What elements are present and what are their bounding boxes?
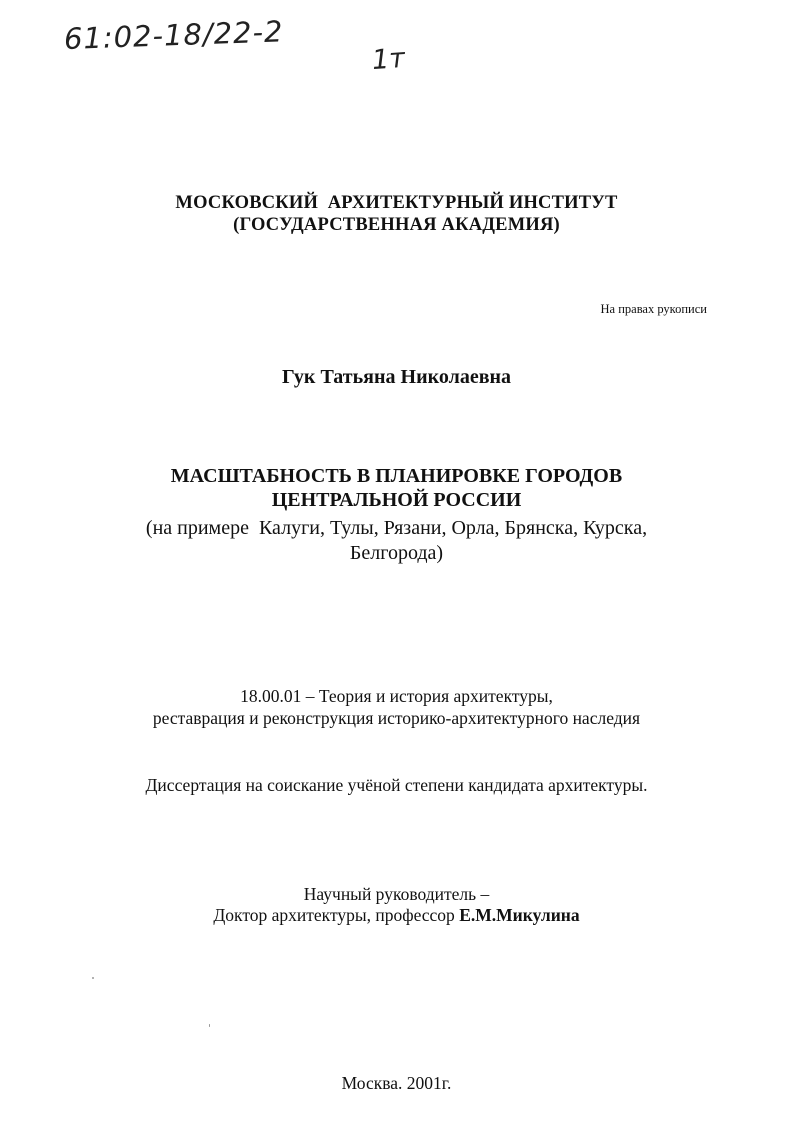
rights-notice: На правах рукописи — [600, 302, 707, 316]
scan-speck — [92, 977, 94, 979]
scan-speck — [209, 1024, 210, 1027]
thesis-subtitle-line-2: Белгорода) — [349, 542, 444, 564]
city-and-year: Москва. 2001г. — [341, 1073, 452, 1093]
supervisor-label: Научный руководитель – — [303, 884, 490, 904]
degree-statement: Диссертация на соискание учёной степени кандидата архитектуры. — [145, 775, 648, 795]
author-name: Гук Татьяна Николаевна — [281, 366, 512, 388]
handwritten-archive-code: 61:02-18/22-2 — [63, 14, 284, 56]
supervisor-line — [0, 904, 793, 926]
thesis-title-line-2: ЦЕНТРАЛЬНОЙ РОССИИ — [271, 489, 522, 511]
institute-subname: (ГОСУДАРСТВЕННАЯ АКАДЕМИЯ) — [233, 215, 560, 235]
thesis-title-line-1: МАСШТАБНОСТЬ В ПЛАНИРОВКЕ ГОРОДОВ — [170, 465, 623, 487]
specialty-code-line: 18.00.01 – Теория и история архитектуры, — [240, 686, 553, 706]
specialty-description-line: реставрация и реконструкция историко-архитектурного наследия — [152, 708, 641, 728]
handwritten-tag: 1т — [370, 42, 406, 77]
supervisor-title: Доктор архитектуры, профессор — [213, 905, 460, 925]
institute-name: МОСКОВСКИЙ АРХИТЕКТУРНЫЙ ИНСТИТУТ — [175, 193, 618, 213]
supervisor-name: Е.М.Микулина — [459, 905, 580, 925]
thesis-subtitle-line-1: (на примере Калуги, Тулы, Рязани, Орла, Брянска, Курска, — [145, 517, 648, 539]
